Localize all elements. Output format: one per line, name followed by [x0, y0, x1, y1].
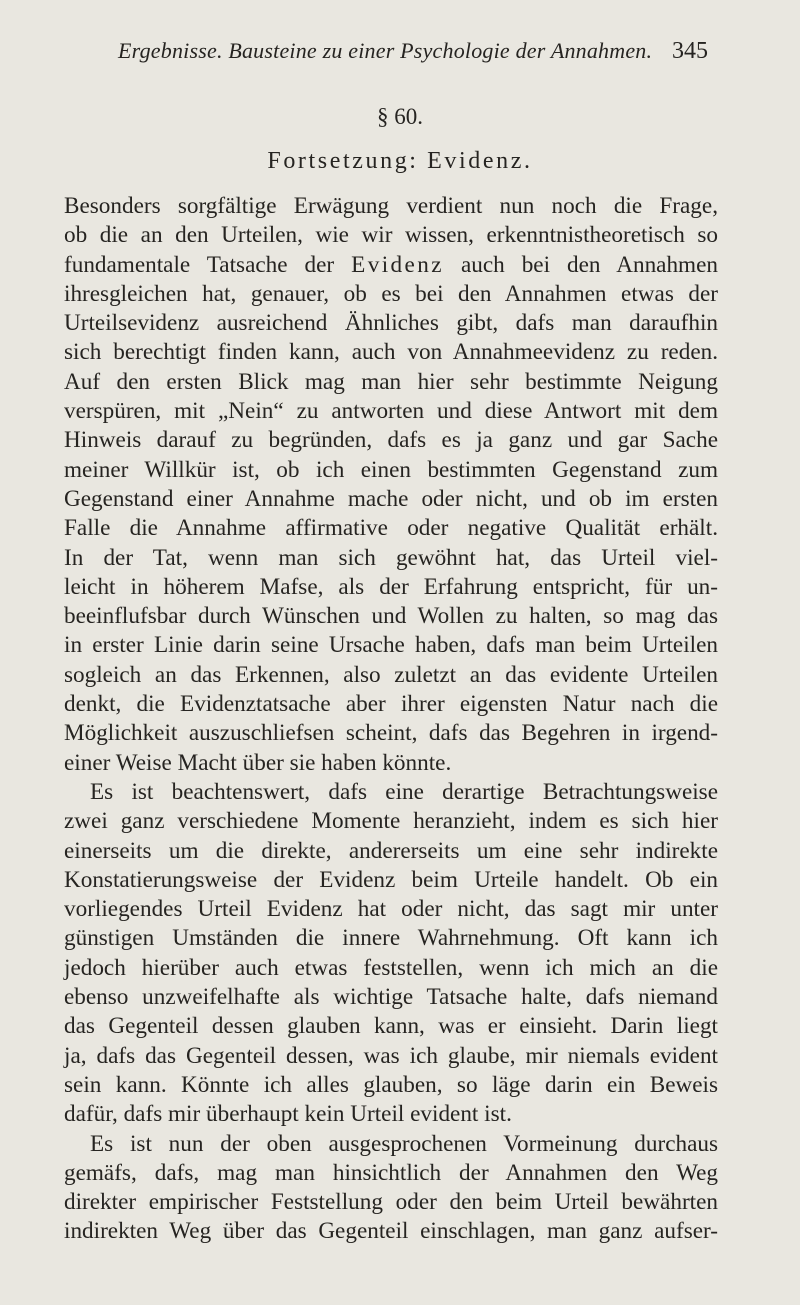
text-line: fundamentale Tatsache der Evidenz auch bei den Annahmen [64, 251, 718, 278]
text-line: Konstatierungsweise der Evidenz beim Urteile handelt. Ob ein [64, 866, 718, 893]
text-line: Besonders sorgfältige Erwägung verdient nun noch die Frage, [64, 193, 718, 219]
text-line: In der Tat, wenn man sich gewöhnt hat, das Urteil viel- [64, 544, 718, 571]
text-line: einerseits um die direkte, andererseits um eine sehr indirekte [64, 837, 718, 864]
text-line: vorliegendes Urteil Evidenz hat oder nicht, das sagt mir unter [64, 896, 718, 923]
text-line: Möglichkeit auszuschliefsen scheint, dafs das Begehren in irgend- [64, 720, 718, 747]
running-head [118, 38, 708, 72]
text-line: einer Weise Macht über sie haben könnte. [64, 749, 452, 776]
text-line: sogleich an das Erkennen, also zuletzt an das evidente Urteilen [64, 661, 718, 688]
section-number: § 60. [377, 104, 423, 129]
text-line: indirekten Weg über das Gegenteil einschlagen, man ganz aufser- [64, 1218, 718, 1245]
running-head-title: Ergebnisse. Bausteine zu einer Psychologie der Annahmen. [118, 38, 653, 63]
text-line: leicht in höherem Mafse, als der Erfahrung entspricht, für un- [64, 573, 718, 600]
text-line: Es ist nun der oben ausgesprochenen Vormeinung durchaus [90, 1130, 718, 1157]
text-line: zwei ganz verschiedene Momente heranzieht, indem es sich hier [64, 808, 718, 835]
text-line: denkt, die Evidenztatsache aber ihrer eigensten Natur nach die [64, 691, 718, 718]
text-line: meiner Willkür ist, ob ich einen bestimmten Gegenstand zum [64, 456, 718, 483]
text-line: sich berechtigt finden kann, auch von Annahmeevidenz zu reden. [64, 339, 718, 366]
text-line: verspüren, mit „Nein“ zu antworten und diese Antwort mit dem [64, 398, 718, 425]
text-line: ob die an den Urteilen, wie wir wissen, erkenntnistheoretisch so [64, 222, 718, 249]
text-line: gemäfs, dafs, mag man hinsichtlich der Annahmen den Weg [64, 1159, 718, 1186]
text-line: Es ist beachtenswert, dafs eine derartige Betrachtungsweise [90, 778, 718, 805]
text-line: Urteilsevidenz ausreichend Ähnliches gibt, dafs man daraufhin [64, 310, 718, 337]
body-text [64, 192, 718, 1247]
text-line: ihresgleichen hat, genauer, ob es bei den Annahmen etwas der [64, 280, 718, 307]
text-line: Auf den ersten Blick mag man hier sehr bestimmte Neigung [64, 368, 718, 395]
text-line: Hinweis darauf zu begründen, dafs es ja ganz und gar Sache [64, 427, 718, 454]
section-title: Fortsetzung: Evidenz. [267, 148, 533, 174]
text-line: Gegenstand einer Annahme mache oder nicht, und ob im ersten [64, 485, 718, 512]
text-line: günstigen Umständen die innere Wahrnehmung. Oft kann ich [64, 925, 718, 952]
text-line: ja, dafs das Gegenteil dessen, was ich glaube, mir niemals evident [64, 1042, 718, 1069]
text-line: ebenso unzweifelhafte als wichtige Tatsache halte, dafs niemand [64, 984, 718, 1011]
text-line: das Gegenteil dessen glauben kann, was er einsieht. Darin liegt [64, 1013, 718, 1040]
text-line: direkter empirischer Feststellung oder den beim Urteil bewährten [64, 1189, 718, 1216]
text-line: sein kann. Könnte ich alles glauben, so läge darin ein Beweis [64, 1071, 718, 1098]
page-number: 345 [672, 38, 708, 64]
text-line: beeinflufsbar durch Wünschen und Wollen zu halten, so mag das [64, 603, 718, 630]
text-line: jedoch hierüber auch etwas feststellen, wenn ich mich an die [64, 954, 718, 981]
text-line: Falle die Annahme affirmative oder negative Qualität erhält. [64, 515, 718, 542]
text-line: in erster Linie darin seine Ursache haben, dafs man beim Urteilen [64, 632, 718, 659]
text-line: dafür, dafs mir überhaupt kein Urteil evident ist. [64, 1101, 512, 1128]
